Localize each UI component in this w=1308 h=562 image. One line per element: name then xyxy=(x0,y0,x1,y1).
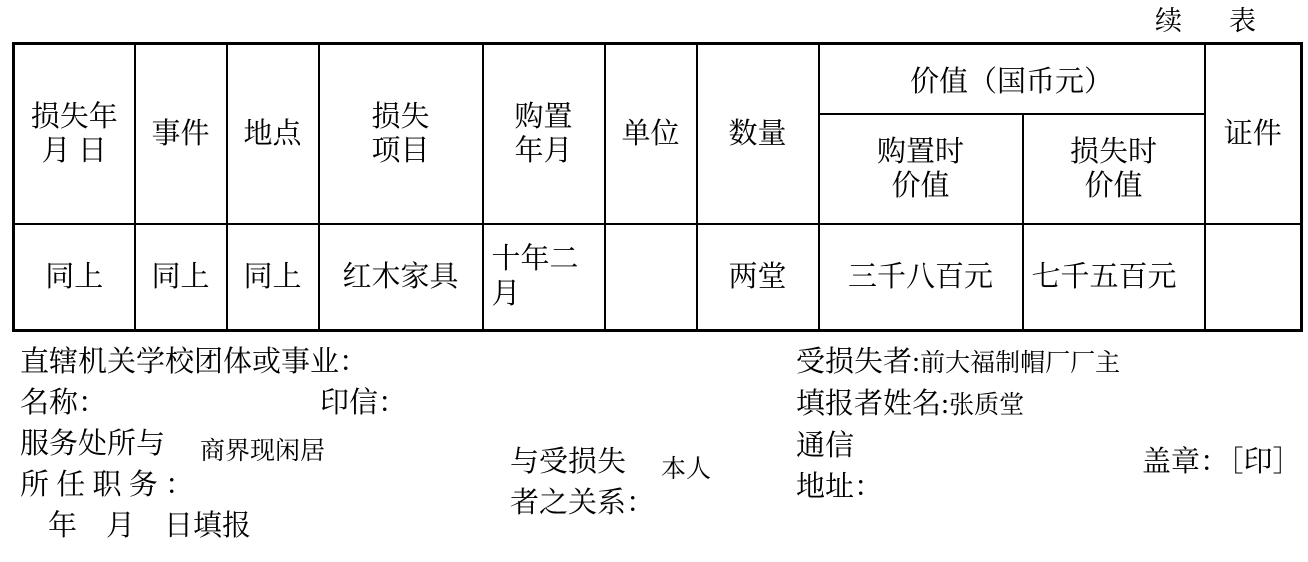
table-header-row-1 xyxy=(14,44,1302,115)
post-label: 服务处所与 所 任 职 务 ： xyxy=(20,428,195,501)
cell-place: 同上 xyxy=(227,224,319,331)
address-label-line2: 地址： xyxy=(796,471,884,503)
relation-label: 与受损失 者之关系： xyxy=(510,446,656,519)
form-middle-column xyxy=(510,442,780,524)
table-row xyxy=(14,224,1302,331)
stamp-value: ［印］ xyxy=(1229,446,1302,478)
post-row xyxy=(20,424,500,506)
seal-label: 印信： xyxy=(320,387,408,419)
col-header-event: 事件 xyxy=(135,44,227,225)
cell-purchase-date: 十年二月 xyxy=(483,224,605,331)
stamp-label: 盖章： xyxy=(1142,446,1230,478)
cell-purchase-value: 三千八百元 xyxy=(819,224,1023,331)
name-seal-row xyxy=(20,383,500,424)
relation-value: 本人 xyxy=(661,456,712,483)
reporter-label: 填报者姓名: xyxy=(796,388,950,420)
form-stamp-column xyxy=(1142,442,1308,483)
address-label-line1: 通信 xyxy=(796,430,855,462)
date-line: 年 月 日填报 xyxy=(48,510,252,542)
col-header-loss-value: 损失时 价值 xyxy=(1023,114,1205,224)
post-value: 商界现闲居 xyxy=(200,438,326,465)
col-header-purchase-date: 购置 年月 xyxy=(483,44,605,225)
relation-row xyxy=(510,442,780,524)
stamp-row xyxy=(1142,442,1308,483)
form-area xyxy=(14,342,1300,562)
victim-value: 前大福制帽厂厂主 xyxy=(920,350,1121,377)
org-label: 直辖机关学校团体或事业： xyxy=(20,346,369,378)
continuation-label: 续 表 xyxy=(1155,6,1266,36)
cell-document xyxy=(1205,224,1302,331)
cell-quantity: 两堂 xyxy=(697,224,819,331)
col-header-purchase-value: 购置时 价值 xyxy=(819,114,1023,224)
form-right-column xyxy=(796,342,1216,508)
cell-unit xyxy=(605,224,697,331)
victim-label: 受损失者: xyxy=(796,346,921,378)
col-header-quantity: 数量 xyxy=(697,44,819,225)
col-header-document: 证件 xyxy=(1205,44,1302,225)
cell-item: 红木家具 xyxy=(319,224,483,331)
reporter-row xyxy=(796,384,1216,426)
col-header-date: 损失年 月 日 xyxy=(14,44,135,225)
reporter-value: 张质堂 xyxy=(949,392,1025,419)
loss-table xyxy=(12,42,1303,332)
name-label: 名称： xyxy=(20,387,108,419)
cell-date: 同上 xyxy=(14,224,135,331)
col-header-value-group: 价值（国币元） xyxy=(819,44,1205,115)
form-left-column xyxy=(20,342,500,547)
col-header-item: 损失 项目 xyxy=(319,44,483,225)
victim-row xyxy=(796,342,1216,384)
col-header-unit: 单位 xyxy=(605,44,697,225)
col-header-place: 地点 xyxy=(227,44,319,225)
cell-event: 同上 xyxy=(135,224,227,331)
cell-loss-value: 七千五百元 xyxy=(1023,224,1205,331)
